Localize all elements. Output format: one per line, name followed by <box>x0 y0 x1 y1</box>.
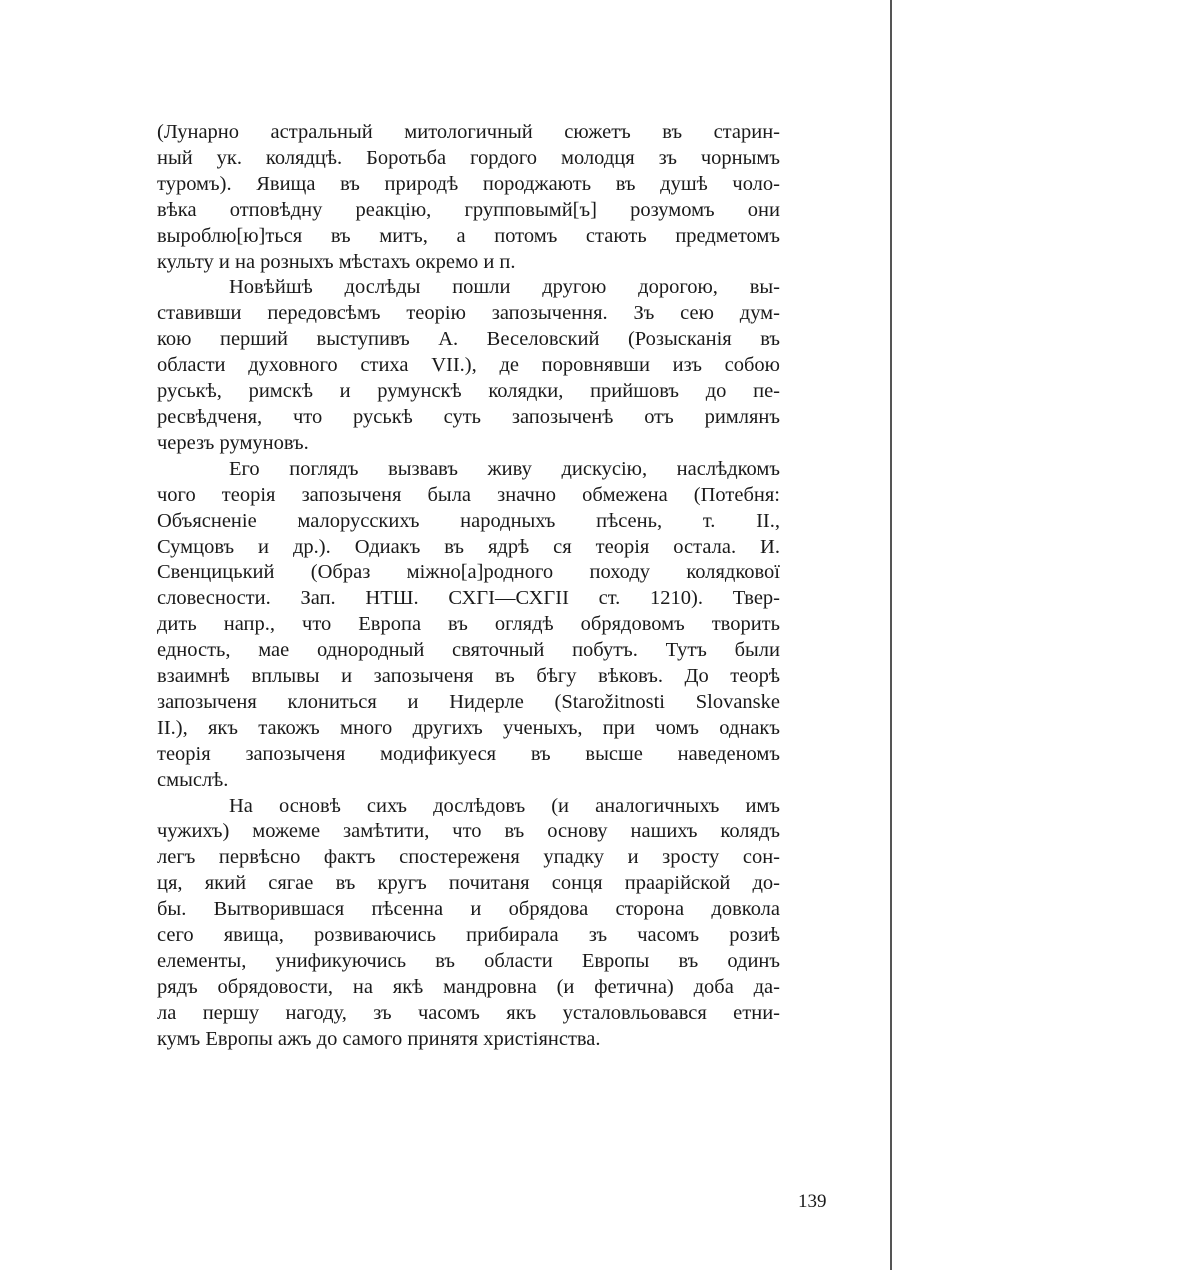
text-line: руськѣ, римскѣ и румунскѣ колядки, прийшовъ до пе- <box>157 380 780 403</box>
text-line: кою перший выступивъ А. Веселовский (Розысканія въ <box>157 328 780 351</box>
text-line: чого теорія запозыченя была значно обмежена (Потебня: <box>157 483 780 506</box>
text-line: культу и на розныхъ мѣстахъ окремо и п. <box>157 250 516 273</box>
text-line: запозыченя клониться и Нидерле (Starožitnosti Slovanske <box>157 690 780 713</box>
text-line: Новѣйшѣ дослѣды пошли другою дорогою, вы- <box>229 276 780 299</box>
text-line: легъ первѣсно фактъ спостереженя упадку и зросту сон- <box>157 846 780 869</box>
text-line: бы. Вытворившася пѣсенна и обрядова сторона довкола <box>157 898 780 921</box>
text-line: теорія запозыченя модификуеся въ высше наведеномъ <box>157 742 780 765</box>
text-line: туромъ). Явища въ природѣ породжають въ душѣ чоло- <box>157 172 780 195</box>
text-line: Объясненіе малорусскихъ народныхъ пѣсень, т. II., <box>157 509 780 532</box>
text-line: едность, мае однородный святочный побутъ. Тутъ были <box>157 639 780 662</box>
text-line: ставивши передовсѣмъ теорію запозычення. Зъ сею дум- <box>157 302 780 325</box>
text-line: ла першу нагоду, зъ часомъ якъ усталовльовався етни- <box>157 1001 780 1024</box>
text-line: Свенцицький (Образ міжно[а]родного походу колядкової <box>157 561 780 584</box>
text-line: рядъ обрядовости, на якѣ мандровна (и фетична) доба да- <box>157 975 780 998</box>
body-text <box>157 120 780 1053</box>
page-number: 139 <box>798 1191 827 1212</box>
text-line: ця, який сягае въ кругъ почитаня сонця праарійской до- <box>157 872 780 895</box>
text-line: (Лунарно астральный митологичный сюжетъ въ старин- <box>157 121 780 143</box>
text-line: чужихъ) можеме замѣтити, что въ основу нашихъ колядъ <box>157 820 780 843</box>
paragraph <box>157 275 780 456</box>
text-line: дить напр., что Европа въ оглядѣ обрядовомъ творить <box>157 613 780 636</box>
text-line: Его поглядъ вызвавъ живу дискусію, наслѣдкомъ <box>229 457 780 480</box>
text-line: словесности. Зап. НТШ. СХГІ—СХГІІ ст. 1210). Твер- <box>157 587 780 610</box>
text-line: черезъ румуновъ. <box>157 431 309 454</box>
text-line: II.), якъ такожъ много другихъ ученыхъ, при чомъ однакъ <box>157 716 780 739</box>
text-line: вѣка отповѣдну реакцію, групповымй[ъ] розумомъ они <box>157 198 780 221</box>
text-line: На основѣ сихъ дослѣдовъ (и аналогичныхъ имъ <box>229 794 780 817</box>
text-line: выроблю[ю]ться въ митъ, а потомъ стають предметомъ <box>157 224 780 247</box>
text-line: елементы, унификуючись въ области Европы въ одинъ <box>157 950 780 972</box>
paragraph <box>157 120 780 275</box>
paragraph <box>157 794 780 1053</box>
paragraph <box>157 457 780 794</box>
text-line: смыслѣ. <box>157 768 229 791</box>
text-line: кумъ Европы ажъ до самого принятя христіянства. <box>157 1027 601 1050</box>
text-line: области духовного стиха VII.), де поровнявши изъ собою <box>157 354 780 377</box>
text-line: сего явища, розвиваючись прибирала зъ часомъ розиѣ <box>157 924 780 947</box>
text-line: ный ук. колядцѣ. Боротьба гордого молодця зъ чорнымъ <box>157 146 780 169</box>
text-line: взаимнѣ вплывы и запозыченя въ бѣгу вѣковъ. До теорѣ <box>157 665 780 688</box>
text-line: ресвѣдченя, что руськѣ суть запозыченѣ отъ римлянъ <box>157 405 780 428</box>
text-line: Сумцовъ и др.). Одиакъ въ ядрѣ ся теорія остала. И. <box>157 535 780 558</box>
